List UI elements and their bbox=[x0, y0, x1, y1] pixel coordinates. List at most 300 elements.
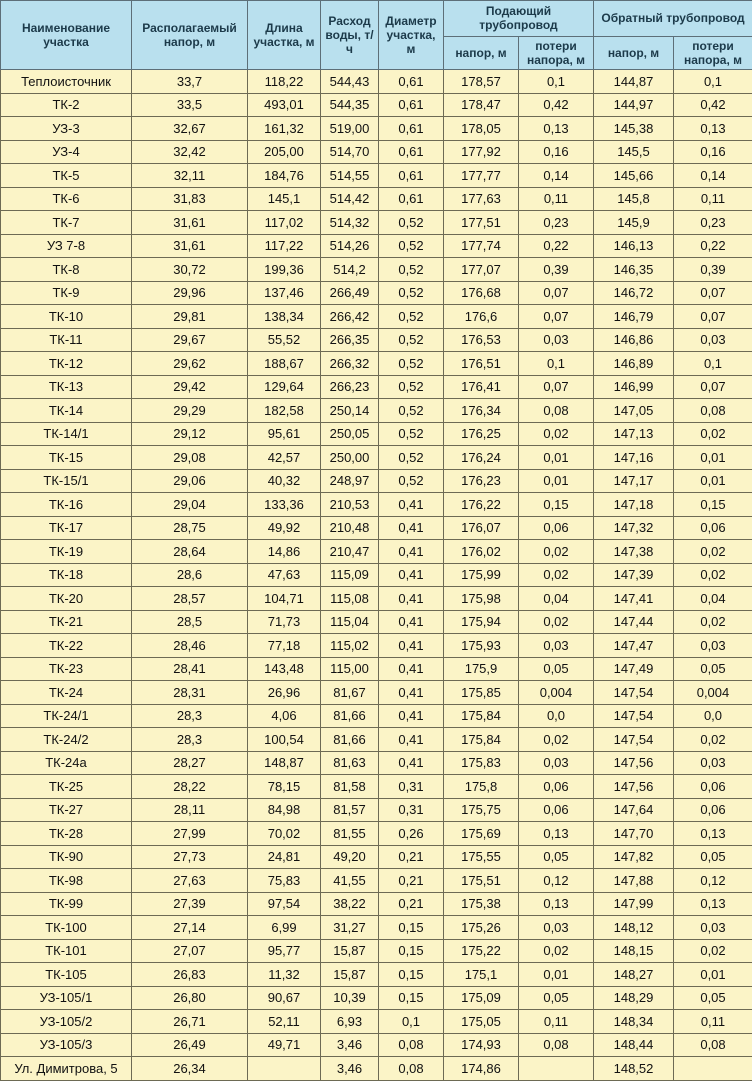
cell-head: 28,5 bbox=[132, 610, 248, 634]
cell-diameter: 0,52 bbox=[379, 469, 444, 493]
table-row bbox=[1, 986, 752, 1010]
cell-supply-loss: 0,13 bbox=[519, 117, 594, 141]
cell-return-pressure: 147,54 bbox=[594, 728, 674, 752]
cell-name: ТК-24/1 bbox=[1, 704, 132, 728]
cell-return-loss: 0,06 bbox=[674, 798, 752, 822]
cell-supply-loss: 0,05 bbox=[519, 657, 594, 681]
cell-supply-pressure: 176,6 bbox=[444, 305, 519, 329]
cell-supply-loss: 0,14 bbox=[519, 164, 594, 188]
cell-supply-pressure: 177,51 bbox=[444, 211, 519, 235]
cell-return-pressure: 148,27 bbox=[594, 963, 674, 987]
cell-diameter: 0,52 bbox=[379, 211, 444, 235]
cell-supply-loss: 0,06 bbox=[519, 775, 594, 799]
cell-return-pressure: 148,34 bbox=[594, 1010, 674, 1034]
cell-name: ТК-11 bbox=[1, 328, 132, 352]
cell-return-loss: 0,1 bbox=[674, 70, 752, 94]
cell-return-pressure: 145,8 bbox=[594, 187, 674, 211]
table-row bbox=[1, 704, 752, 728]
cell-return-pressure: 147,88 bbox=[594, 869, 674, 893]
cell-supply-loss: 0,1 bbox=[519, 70, 594, 94]
cell-return-pressure: 147,70 bbox=[594, 822, 674, 846]
cell-flow: 81,55 bbox=[321, 822, 379, 846]
cell-return-loss: 0,01 bbox=[674, 963, 752, 987]
col-header-supply-loss: потери напора, м bbox=[519, 36, 594, 70]
cell-return-loss: 0,11 bbox=[674, 1010, 752, 1034]
cell-length: 14,86 bbox=[248, 540, 321, 564]
table-row bbox=[1, 422, 752, 446]
cell-supply-loss: 0,13 bbox=[519, 822, 594, 846]
cell-return-loss: 0,11 bbox=[674, 187, 752, 211]
cell-flow: 514,42 bbox=[321, 187, 379, 211]
cell-return-loss: 0,39 bbox=[674, 258, 752, 282]
cell-flow: 266,32 bbox=[321, 352, 379, 376]
cell-length: 90,67 bbox=[248, 986, 321, 1010]
cell-supply-pressure: 177,77 bbox=[444, 164, 519, 188]
cell-name: ТК-9 bbox=[1, 281, 132, 305]
cell-supply-pressure: 175,83 bbox=[444, 751, 519, 775]
cell-diameter: 0,21 bbox=[379, 892, 444, 916]
cell-name: ТК-100 bbox=[1, 916, 132, 940]
cell-return-loss: 0,42 bbox=[674, 93, 752, 117]
cell-name: ТК-6 bbox=[1, 187, 132, 211]
cell-length: 40,32 bbox=[248, 469, 321, 493]
cell-supply-pressure: 175,85 bbox=[444, 681, 519, 705]
cell-supply-pressure: 174,86 bbox=[444, 1057, 519, 1081]
cell-supply-pressure: 175,9 bbox=[444, 657, 519, 681]
cell-diameter: 0,52 bbox=[379, 446, 444, 470]
cell-return-loss: 0,16 bbox=[674, 140, 752, 164]
cell-length: 52,11 bbox=[248, 1010, 321, 1034]
table-row bbox=[1, 1057, 752, 1081]
cell-diameter: 0,41 bbox=[379, 657, 444, 681]
cell-supply-pressure: 175,55 bbox=[444, 845, 519, 869]
cell-head: 28,31 bbox=[132, 681, 248, 705]
cell-return-loss: 0,15 bbox=[674, 493, 752, 517]
cell-name: ТК-24/2 bbox=[1, 728, 132, 752]
cell-diameter: 0,61 bbox=[379, 70, 444, 94]
cell-supply-pressure: 176,22 bbox=[444, 493, 519, 517]
cell-flow: 38,22 bbox=[321, 892, 379, 916]
cell-head: 28,3 bbox=[132, 704, 248, 728]
cell-name: ТК-12 bbox=[1, 352, 132, 376]
cell-head: 28,75 bbox=[132, 516, 248, 540]
cell-length: 188,67 bbox=[248, 352, 321, 376]
cell-length: 6,99 bbox=[248, 916, 321, 940]
cell-name: Ул. Димитрова, 5 bbox=[1, 1057, 132, 1081]
cell-diameter: 0,41 bbox=[379, 681, 444, 705]
col-header-return-loss: потери напора, м bbox=[674, 36, 752, 70]
cell-return-pressure: 147,56 bbox=[594, 775, 674, 799]
cell-name: УЗ-4 bbox=[1, 140, 132, 164]
cell-length bbox=[248, 1057, 321, 1081]
cell-length: 148,87 bbox=[248, 751, 321, 775]
cell-return-pressure: 147,56 bbox=[594, 751, 674, 775]
cell-supply-pressure: 174,93 bbox=[444, 1033, 519, 1057]
table-row bbox=[1, 140, 752, 164]
cell-return-pressure: 147,64 bbox=[594, 798, 674, 822]
cell-length: 75,83 bbox=[248, 869, 321, 893]
cell-head: 28,3 bbox=[132, 728, 248, 752]
cell-length: 55,52 bbox=[248, 328, 321, 352]
col-header-flow: Расход воды, т/ч bbox=[321, 1, 379, 70]
cell-supply-loss: 0,03 bbox=[519, 328, 594, 352]
cell-flow: 266,49 bbox=[321, 281, 379, 305]
cell-name: ТК-28 bbox=[1, 822, 132, 846]
cell-length: 24,81 bbox=[248, 845, 321, 869]
cell-diameter: 0,41 bbox=[379, 634, 444, 658]
cell-length: 77,18 bbox=[248, 634, 321, 658]
cell-return-pressure: 145,66 bbox=[594, 164, 674, 188]
cell-return-loss: 0,03 bbox=[674, 916, 752, 940]
cell-head: 29,62 bbox=[132, 352, 248, 376]
cell-supply-loss: 0,07 bbox=[519, 305, 594, 329]
cell-head: 31,83 bbox=[132, 187, 248, 211]
cell-name: ТК-24а bbox=[1, 751, 132, 775]
cell-length: 104,71 bbox=[248, 587, 321, 611]
cell-length: 26,96 bbox=[248, 681, 321, 705]
cell-head: 29,81 bbox=[132, 305, 248, 329]
cell-supply-pressure: 178,57 bbox=[444, 70, 519, 94]
cell-length: 182,58 bbox=[248, 399, 321, 423]
table-row bbox=[1, 187, 752, 211]
cell-length: 71,73 bbox=[248, 610, 321, 634]
cell-head: 26,34 bbox=[132, 1057, 248, 1081]
cell-length: 161,32 bbox=[248, 117, 321, 141]
cell-diameter: 0,52 bbox=[379, 375, 444, 399]
cell-diameter: 0,08 bbox=[379, 1033, 444, 1057]
table-row bbox=[1, 775, 752, 799]
cell-diameter: 0,15 bbox=[379, 939, 444, 963]
cell-diameter: 0,61 bbox=[379, 140, 444, 164]
table-row bbox=[1, 634, 752, 658]
table-row bbox=[1, 916, 752, 940]
cell-return-loss: 0,07 bbox=[674, 281, 752, 305]
col-header-supply: Подающий трубопровод bbox=[444, 1, 594, 37]
cell-name: УЗ-105/3 bbox=[1, 1033, 132, 1057]
cell-supply-loss: 0,02 bbox=[519, 728, 594, 752]
cell-name: ТК-8 bbox=[1, 258, 132, 282]
cell-supply-pressure: 178,05 bbox=[444, 117, 519, 141]
cell-return-pressure: 144,97 bbox=[594, 93, 674, 117]
cell-length: 117,02 bbox=[248, 211, 321, 235]
cell-name: ТК-23 bbox=[1, 657, 132, 681]
cell-return-loss: 0,02 bbox=[674, 939, 752, 963]
col-header-diameter: Диаметр участка, м bbox=[379, 1, 444, 70]
cell-return-pressure: 146,72 bbox=[594, 281, 674, 305]
cell-supply-pressure: 178,47 bbox=[444, 93, 519, 117]
cell-return-pressure: 146,89 bbox=[594, 352, 674, 376]
cell-supply-loss: 0,05 bbox=[519, 986, 594, 1010]
cell-head: 27,73 bbox=[132, 845, 248, 869]
cell-supply-pressure: 175,98 bbox=[444, 587, 519, 611]
cell-diameter: 0,41 bbox=[379, 704, 444, 728]
cell-supply-pressure: 176,02 bbox=[444, 540, 519, 564]
cell-diameter: 0,31 bbox=[379, 798, 444, 822]
col-header-return: Обратный трубопровод bbox=[594, 1, 752, 37]
table-row bbox=[1, 70, 752, 94]
cell-head: 29,67 bbox=[132, 328, 248, 352]
table-row bbox=[1, 869, 752, 893]
cell-supply-loss: 0,08 bbox=[519, 1033, 594, 1057]
cell-supply-loss: 0,0 bbox=[519, 704, 594, 728]
cell-name: ТК-16 bbox=[1, 493, 132, 517]
cell-return-loss: 0,05 bbox=[674, 657, 752, 681]
cell-diameter: 0,61 bbox=[379, 117, 444, 141]
cell-head: 27,39 bbox=[132, 892, 248, 916]
cell-return-loss: 0,06 bbox=[674, 775, 752, 799]
cell-name: ТК-22 bbox=[1, 634, 132, 658]
cell-return-pressure: 145,38 bbox=[594, 117, 674, 141]
col-header-head: Располагаемый напор, м bbox=[132, 1, 248, 70]
cell-diameter: 0,41 bbox=[379, 516, 444, 540]
cell-diameter: 0,21 bbox=[379, 845, 444, 869]
cell-diameter: 0,52 bbox=[379, 234, 444, 258]
cell-return-pressure: 145,9 bbox=[594, 211, 674, 235]
cell-return-loss: 0,13 bbox=[674, 117, 752, 141]
cell-name: ТК-5 bbox=[1, 164, 132, 188]
cell-return-pressure: 146,13 bbox=[594, 234, 674, 258]
cell-flow: 210,48 bbox=[321, 516, 379, 540]
cell-diameter: 0,31 bbox=[379, 775, 444, 799]
cell-length: 70,02 bbox=[248, 822, 321, 846]
cell-head: 28,64 bbox=[132, 540, 248, 564]
cell-diameter: 0,21 bbox=[379, 869, 444, 893]
table-row bbox=[1, 399, 752, 423]
col-header-length: Длина участка, м bbox=[248, 1, 321, 70]
cell-length: 199,36 bbox=[248, 258, 321, 282]
cell-return-pressure: 146,79 bbox=[594, 305, 674, 329]
cell-return-loss: 0,1 bbox=[674, 352, 752, 376]
table-row bbox=[1, 798, 752, 822]
cell-head: 26,80 bbox=[132, 986, 248, 1010]
table-row bbox=[1, 328, 752, 352]
cell-return-loss: 0,13 bbox=[674, 822, 752, 846]
cell-flow: 3,46 bbox=[321, 1033, 379, 1057]
cell-diameter: 0,41 bbox=[379, 540, 444, 564]
cell-return-pressure: 147,32 bbox=[594, 516, 674, 540]
cell-return-loss: 0,0 bbox=[674, 704, 752, 728]
cell-diameter: 0,41 bbox=[379, 563, 444, 587]
table-body bbox=[1, 70, 752, 1081]
cell-supply-loss: 0,07 bbox=[519, 375, 594, 399]
cell-return-loss: 0,04 bbox=[674, 587, 752, 611]
cell-name: ТК-27 bbox=[1, 798, 132, 822]
cell-flow: 250,14 bbox=[321, 399, 379, 423]
cell-supply-loss: 0,42 bbox=[519, 93, 594, 117]
cell-flow: 81,66 bbox=[321, 728, 379, 752]
cell-length: 143,48 bbox=[248, 657, 321, 681]
cell-flow: 544,35 bbox=[321, 93, 379, 117]
table-row bbox=[1, 234, 752, 258]
cell-supply-loss: 0,13 bbox=[519, 892, 594, 916]
cell-diameter: 0,61 bbox=[379, 164, 444, 188]
cell-supply-pressure: 175,38 bbox=[444, 892, 519, 916]
cell-name: ТК-15/1 bbox=[1, 469, 132, 493]
cell-length: 84,98 bbox=[248, 798, 321, 822]
cell-diameter: 0,41 bbox=[379, 751, 444, 775]
cell-supply-loss: 0,06 bbox=[519, 798, 594, 822]
cell-flow: 10,39 bbox=[321, 986, 379, 1010]
cell-supply-pressure: 176,25 bbox=[444, 422, 519, 446]
cell-head: 31,61 bbox=[132, 234, 248, 258]
cell-name: ТК-19 bbox=[1, 540, 132, 564]
cell-flow: 514,32 bbox=[321, 211, 379, 235]
cell-head: 29,42 bbox=[132, 375, 248, 399]
table-row bbox=[1, 469, 752, 493]
cell-supply-loss: 0,15 bbox=[519, 493, 594, 517]
table-row bbox=[1, 281, 752, 305]
cell-length: 42,57 bbox=[248, 446, 321, 470]
cell-flow: 266,35 bbox=[321, 328, 379, 352]
cell-length: 117,22 bbox=[248, 234, 321, 258]
cell-supply-pressure: 175,99 bbox=[444, 563, 519, 587]
cell-return-pressure: 148,15 bbox=[594, 939, 674, 963]
cell-supply-pressure: 176,24 bbox=[444, 446, 519, 470]
cell-head: 32,67 bbox=[132, 117, 248, 141]
cell-head: 28,57 bbox=[132, 587, 248, 611]
cell-flow: 544,43 bbox=[321, 70, 379, 94]
cell-diameter: 0,52 bbox=[379, 305, 444, 329]
cell-supply-pressure: 175,09 bbox=[444, 986, 519, 1010]
cell-name: ТК-98 bbox=[1, 869, 132, 893]
cell-head: 27,07 bbox=[132, 939, 248, 963]
cell-return-pressure: 146,35 bbox=[594, 258, 674, 282]
cell-supply-pressure: 176,51 bbox=[444, 352, 519, 376]
table-row bbox=[1, 164, 752, 188]
cell-head: 28,41 bbox=[132, 657, 248, 681]
cell-supply-pressure: 176,07 bbox=[444, 516, 519, 540]
cell-return-loss: 0,05 bbox=[674, 845, 752, 869]
cell-return-pressure: 147,16 bbox=[594, 446, 674, 470]
cell-diameter: 0,08 bbox=[379, 1057, 444, 1081]
cell-return-loss: 0,02 bbox=[674, 728, 752, 752]
cell-supply-pressure: 176,53 bbox=[444, 328, 519, 352]
cell-diameter: 0,52 bbox=[379, 352, 444, 376]
cell-name: ТК-99 bbox=[1, 892, 132, 916]
cell-supply-loss: 0,39 bbox=[519, 258, 594, 282]
table-row bbox=[1, 587, 752, 611]
cell-length: 100,54 bbox=[248, 728, 321, 752]
cell-flow: 210,53 bbox=[321, 493, 379, 517]
cell-return-loss: 0,01 bbox=[674, 446, 752, 470]
cell-return-pressure: 147,44 bbox=[594, 610, 674, 634]
table-row bbox=[1, 728, 752, 752]
cell-supply-loss: 0,11 bbox=[519, 187, 594, 211]
cell-supply-pressure: 175,05 bbox=[444, 1010, 519, 1034]
cell-return-pressure: 147,82 bbox=[594, 845, 674, 869]
cell-flow: 115,08 bbox=[321, 587, 379, 611]
cell-length: 49,71 bbox=[248, 1033, 321, 1057]
cell-flow: 115,09 bbox=[321, 563, 379, 587]
cell-supply-loss: 0,02 bbox=[519, 422, 594, 446]
cell-flow: 81,66 bbox=[321, 704, 379, 728]
table-row bbox=[1, 939, 752, 963]
cell-flow: 81,57 bbox=[321, 798, 379, 822]
cell-length: 47,63 bbox=[248, 563, 321, 587]
table-row bbox=[1, 211, 752, 235]
table-row bbox=[1, 352, 752, 376]
cell-return-loss: 0,13 bbox=[674, 892, 752, 916]
cell-supply-loss: 0,06 bbox=[519, 516, 594, 540]
cell-name: ТК-18 bbox=[1, 563, 132, 587]
table-row bbox=[1, 892, 752, 916]
cell-return-loss: 0,07 bbox=[674, 375, 752, 399]
cell-length: 145,1 bbox=[248, 187, 321, 211]
col-header-name: Наименование участка bbox=[1, 1, 132, 70]
cell-flow: 266,42 bbox=[321, 305, 379, 329]
cell-return-pressure: 147,39 bbox=[594, 563, 674, 587]
cell-return-loss bbox=[674, 1057, 752, 1081]
cell-name: УЗ-105/2 bbox=[1, 1010, 132, 1034]
cell-return-pressure: 146,86 bbox=[594, 328, 674, 352]
cell-length: 95,77 bbox=[248, 939, 321, 963]
cell-diameter: 0,26 bbox=[379, 822, 444, 846]
table-row bbox=[1, 117, 752, 141]
cell-name: ТК-7 bbox=[1, 211, 132, 235]
cell-return-pressure: 147,05 bbox=[594, 399, 674, 423]
cell-diameter: 0,52 bbox=[379, 422, 444, 446]
cell-supply-pressure: 176,34 bbox=[444, 399, 519, 423]
cell-diameter: 0,61 bbox=[379, 187, 444, 211]
cell-name: Теплоисточник bbox=[1, 70, 132, 94]
cell-supply-pressure: 175,75 bbox=[444, 798, 519, 822]
cell-flow: 250,00 bbox=[321, 446, 379, 470]
cell-flow: 6,93 bbox=[321, 1010, 379, 1034]
col-header-return-pressure: напор, м bbox=[594, 36, 674, 70]
cell-head: 27,63 bbox=[132, 869, 248, 893]
cell-supply-loss bbox=[519, 1057, 594, 1081]
cell-supply-loss: 0,004 bbox=[519, 681, 594, 705]
cell-flow: 514,26 bbox=[321, 234, 379, 258]
cell-name: ТК-105 bbox=[1, 963, 132, 987]
cell-diameter: 0,61 bbox=[379, 93, 444, 117]
table-row bbox=[1, 305, 752, 329]
cell-flow: 41,55 bbox=[321, 869, 379, 893]
cell-return-pressure: 147,17 bbox=[594, 469, 674, 493]
cell-name: ТК-21 bbox=[1, 610, 132, 634]
cell-supply-loss: 0,02 bbox=[519, 939, 594, 963]
cell-flow: 210,47 bbox=[321, 540, 379, 564]
cell-diameter: 0,1 bbox=[379, 1010, 444, 1034]
cell-supply-pressure: 177,92 bbox=[444, 140, 519, 164]
cell-length: 78,15 bbox=[248, 775, 321, 799]
cell-return-pressure: 147,54 bbox=[594, 681, 674, 705]
cell-length: 493,01 bbox=[248, 93, 321, 117]
cell-name: ТК-2 bbox=[1, 93, 132, 117]
table-row bbox=[1, 493, 752, 517]
table-row bbox=[1, 375, 752, 399]
cell-return-pressure: 148,12 bbox=[594, 916, 674, 940]
cell-supply-pressure: 177,07 bbox=[444, 258, 519, 282]
cell-supply-loss: 0,08 bbox=[519, 399, 594, 423]
cell-length: 129,64 bbox=[248, 375, 321, 399]
table-row bbox=[1, 516, 752, 540]
cell-head: 27,14 bbox=[132, 916, 248, 940]
cell-return-pressure: 147,47 bbox=[594, 634, 674, 658]
cell-return-pressure: 148,29 bbox=[594, 986, 674, 1010]
cell-diameter: 0,41 bbox=[379, 610, 444, 634]
cell-supply-pressure: 176,68 bbox=[444, 281, 519, 305]
cell-head: 26,71 bbox=[132, 1010, 248, 1034]
cell-return-loss: 0,07 bbox=[674, 305, 752, 329]
cell-flow: 514,2 bbox=[321, 258, 379, 282]
cell-head: 26,49 bbox=[132, 1033, 248, 1057]
cell-head: 33,7 bbox=[132, 70, 248, 94]
cell-diameter: 0,41 bbox=[379, 493, 444, 517]
cell-return-pressure: 146,99 bbox=[594, 375, 674, 399]
cell-return-loss: 0,06 bbox=[674, 516, 752, 540]
table-row bbox=[1, 657, 752, 681]
